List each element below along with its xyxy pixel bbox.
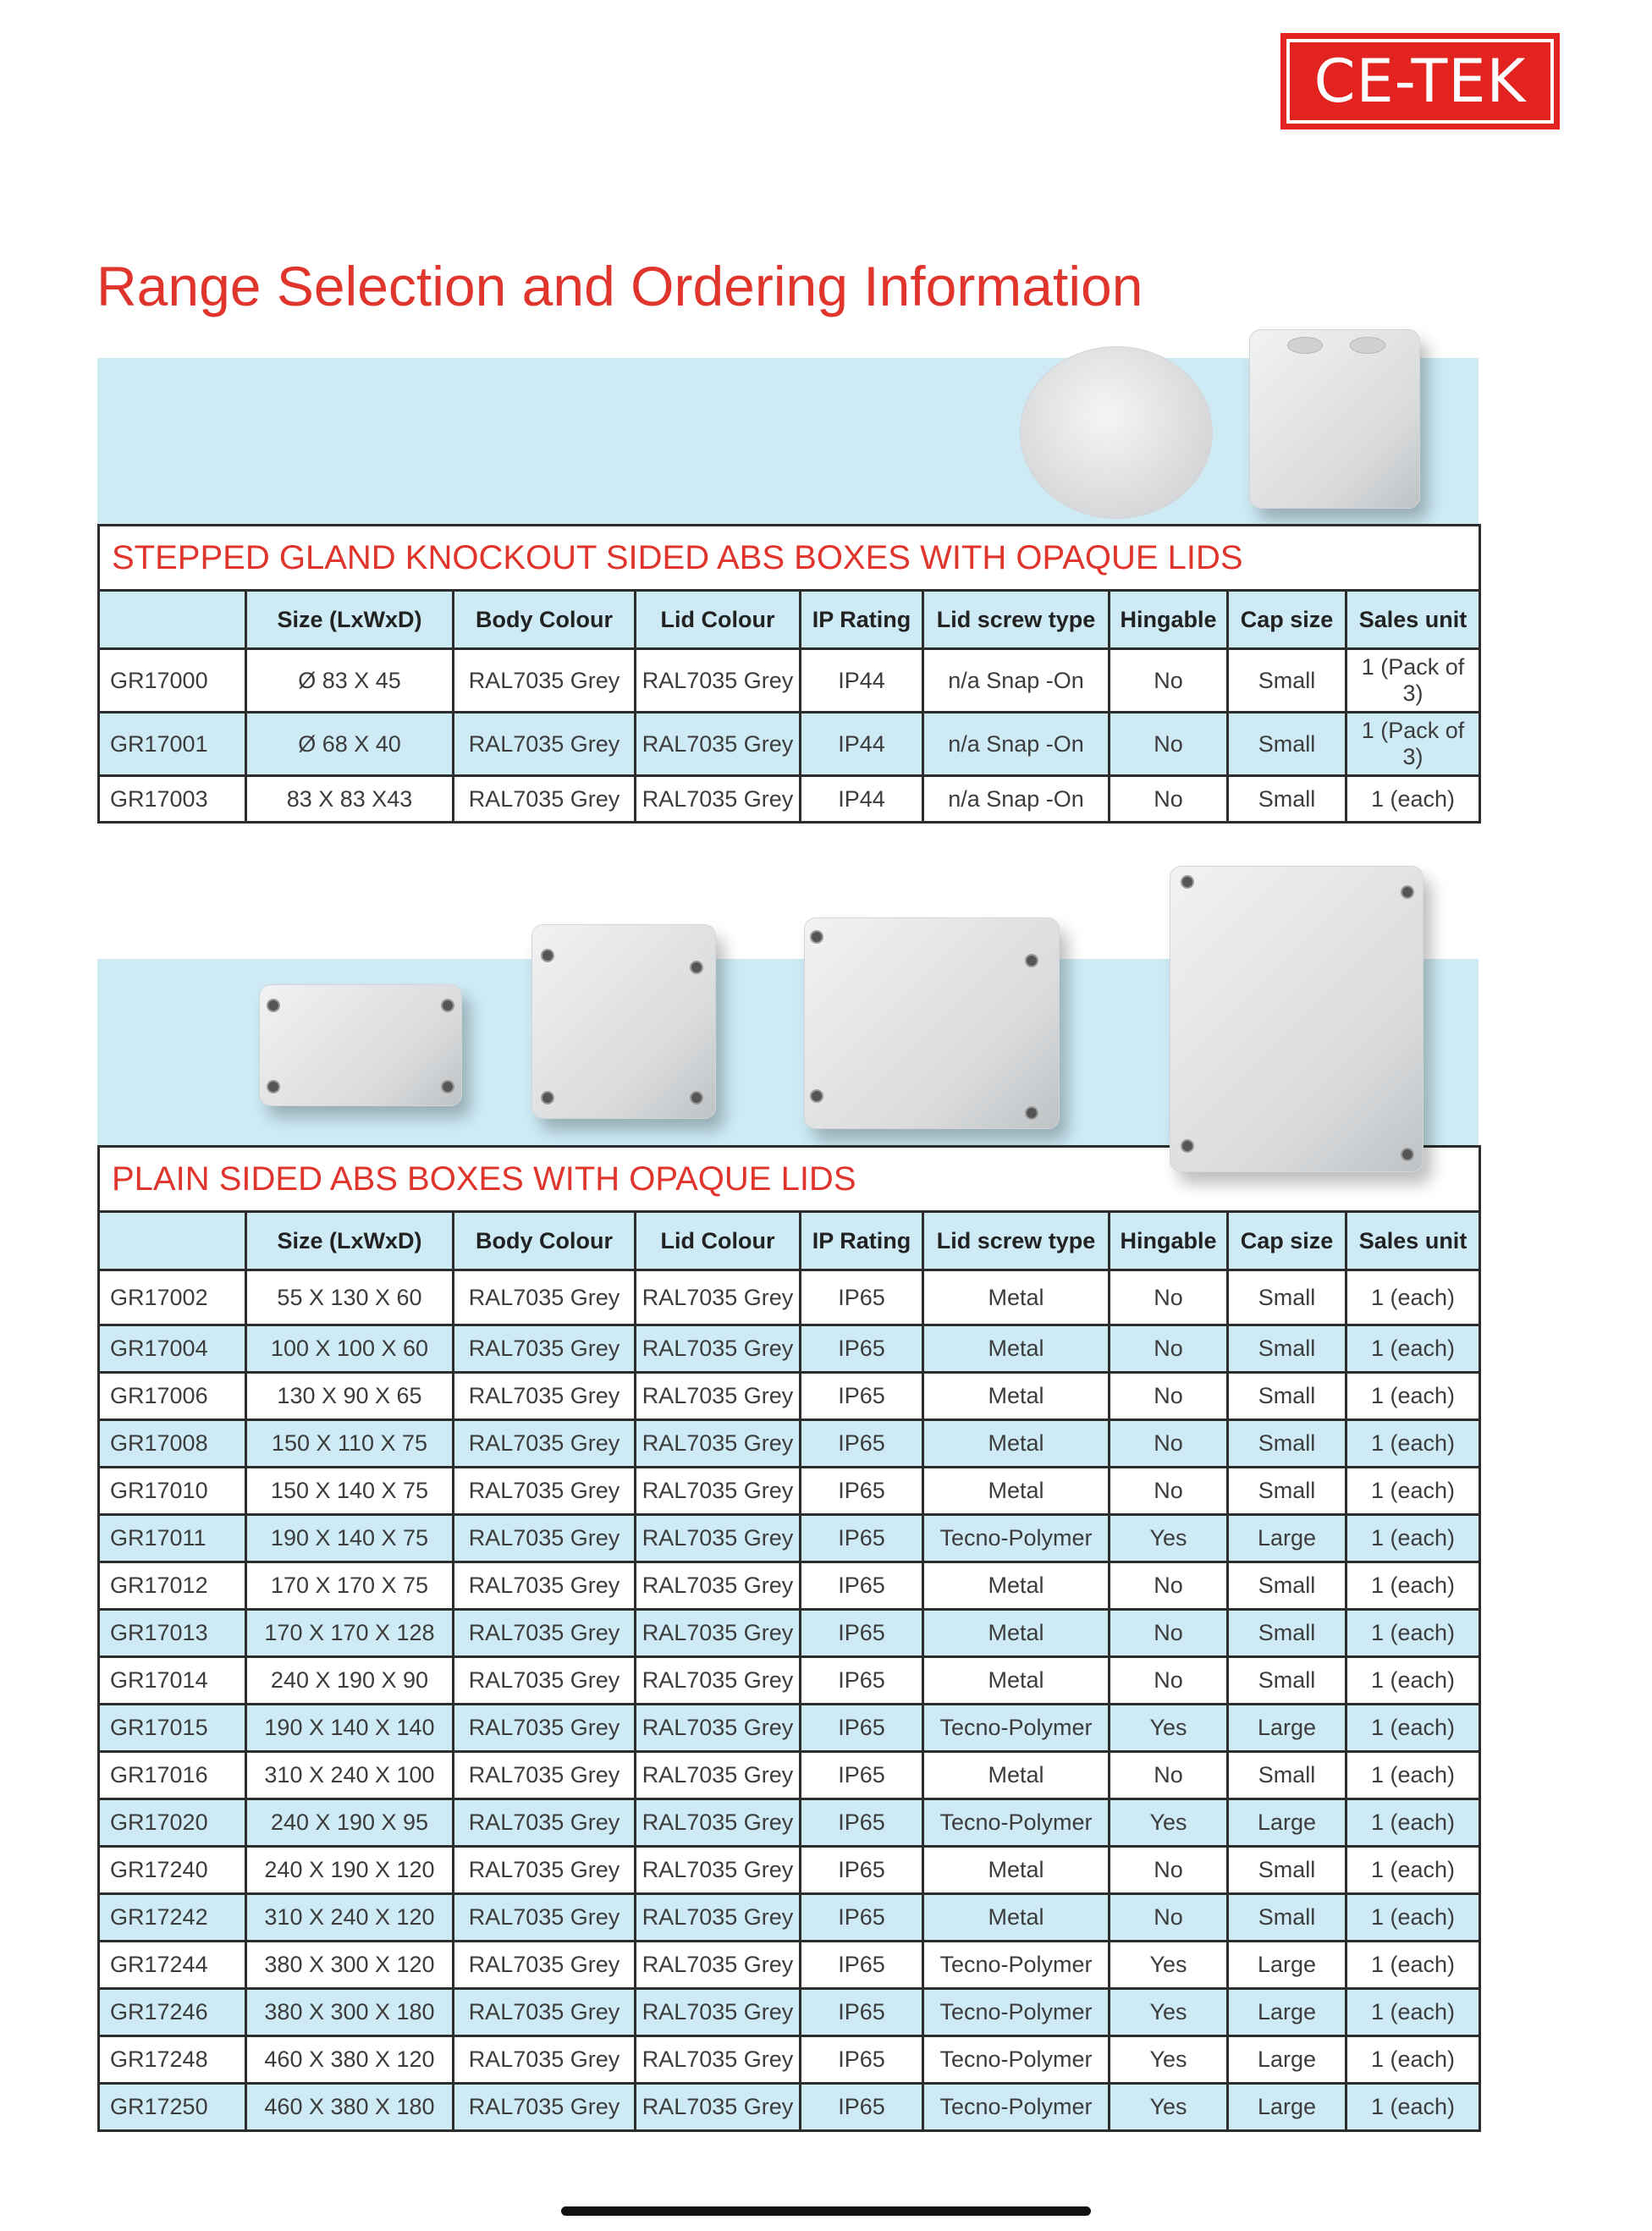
column-header: Size (LxWxD)	[246, 1212, 454, 1270]
table-header-row	[99, 1212, 1480, 1270]
ip-rating-cell: IP65	[801, 1847, 923, 1894]
large-box-photo	[804, 917, 1060, 1129]
product-code-cell: GR17244	[99, 1942, 246, 1989]
size-cell: 380 X 300 X 180	[246, 1989, 454, 2036]
table-row	[99, 1894, 1480, 1942]
lid-colour-cell: RAL7035 Grey	[636, 1705, 801, 1752]
small-rect-box-photo	[259, 984, 462, 1106]
lid-colour-cell: RAL7035 Grey	[636, 1270, 801, 1325]
table-row	[99, 1420, 1480, 1468]
lid-colour-cell: RAL7035 Grey	[636, 1942, 801, 1989]
cap-size-cell: Small	[1228, 776, 1346, 823]
lid-screw-type-cell: Metal	[923, 1894, 1110, 1942]
cap-size-cell: Small	[1228, 1752, 1346, 1799]
body-colour-cell: RAL7035 Grey	[454, 1942, 636, 1989]
lid-screw-type-cell: Metal	[923, 1847, 1110, 1894]
sales-unit-cell: 1 (each)	[1346, 1942, 1480, 1989]
sales-unit-cell: 1 (each)	[1346, 2036, 1480, 2084]
lid-colour-cell: RAL7035 Grey	[636, 1610, 801, 1657]
product-code-cell: GR17013	[99, 1610, 246, 1657]
product-code-cell: GR17248	[99, 2036, 246, 2084]
ip-rating-cell: IP65	[801, 1610, 923, 1657]
sales-unit-cell: 1 (each)	[1346, 1373, 1480, 1420]
lid-screw-type-cell: Metal	[923, 1562, 1110, 1610]
hingable-cell: No	[1110, 776, 1228, 823]
size-cell: 130 X 90 X 65	[246, 1373, 454, 1420]
body-colour-cell: RAL7035 Grey	[454, 1562, 636, 1610]
cap-size-cell: Small	[1228, 1420, 1346, 1468]
hingable-cell: No	[1110, 1657, 1228, 1705]
hingable-cell: No	[1110, 1468, 1228, 1515]
size-cell: 310 X 240 X 120	[246, 1894, 454, 1942]
column-header: IP Rating	[801, 591, 923, 649]
column-header: Hingable	[1110, 1212, 1228, 1270]
body-colour-cell: RAL7035 Grey	[454, 1325, 636, 1373]
product-code-cell: GR17014	[99, 1657, 246, 1705]
table-row	[99, 1705, 1480, 1752]
product-code-cell: GR17015	[99, 1705, 246, 1752]
hingable-cell: Yes	[1110, 2036, 1228, 2084]
hingable-cell: No	[1110, 1610, 1228, 1657]
cap-size-cell: Large	[1228, 1989, 1346, 2036]
product-code-cell: GR17002	[99, 1270, 246, 1325]
body-colour-cell: RAL7035 Grey	[454, 1705, 636, 1752]
lid-screw-type-cell: Tecno-Polymer	[923, 1989, 1110, 2036]
lid-colour-cell: RAL7035 Grey	[636, 776, 801, 823]
table-row	[99, 1799, 1480, 1847]
cap-size-cell: Small	[1228, 713, 1346, 776]
size-cell: 170 X 170 X 75	[246, 1562, 454, 1610]
cap-size-cell: Large	[1228, 1705, 1346, 1752]
page-title: Range Selection and Ordering Information	[96, 255, 1143, 317]
table-row	[99, 713, 1480, 776]
cap-size-cell: Small	[1228, 1270, 1346, 1325]
column-header: Lid screw type	[923, 591, 1110, 649]
lid-screw-type-cell: Tecno-Polymer	[923, 2084, 1110, 2131]
body-colour-cell: RAL7035 Grey	[454, 1468, 636, 1515]
plain-sided-table	[97, 1145, 1481, 2132]
size-cell: 310 X 240 X 100	[246, 1752, 454, 1799]
product-code-cell: GR17246	[99, 1989, 246, 2036]
lid-screw-type-cell: n/a Snap -On	[923, 649, 1110, 713]
hingable-cell: No	[1110, 1562, 1228, 1610]
hingable-cell: Yes	[1110, 1705, 1228, 1752]
table-row	[99, 1610, 1480, 1657]
body-colour-cell: RAL7035 Grey	[454, 713, 636, 776]
hingable-cell: No	[1110, 713, 1228, 776]
size-cell: 240 X 190 X 90	[246, 1657, 454, 1705]
table-row	[99, 2036, 1480, 2084]
size-cell: 240 X 190 X 95	[246, 1799, 454, 1847]
cap-size-cell: Large	[1228, 1942, 1346, 1989]
table-row	[99, 1562, 1480, 1610]
product-code-cell: GR17004	[99, 1325, 246, 1373]
table-row	[99, 1515, 1480, 1562]
cap-size-cell: Large	[1228, 2084, 1346, 2131]
ip-rating-cell: IP65	[801, 1270, 923, 1325]
lid-colour-cell: RAL7035 Grey	[636, 1894, 801, 1942]
hingable-cell: Yes	[1110, 1799, 1228, 1847]
ip-rating-cell: IP65	[801, 1420, 923, 1468]
column-header: Cap size	[1228, 1212, 1346, 1270]
column-header: Size (LxWxD)	[246, 591, 454, 649]
product-code-cell: GR17012	[99, 1562, 246, 1610]
ip-rating-cell: IP65	[801, 1752, 923, 1799]
brand-logo	[1280, 33, 1560, 129]
square-knockout-box-photo	[1249, 329, 1420, 509]
sales-unit-cell: 1 (each)	[1346, 1325, 1480, 1373]
hingable-cell: Yes	[1110, 1989, 1228, 2036]
product-code-cell: GR17250	[99, 2084, 246, 2131]
cap-size-cell: Small	[1228, 1847, 1346, 1894]
hingable-cell: No	[1110, 1270, 1228, 1325]
ip-rating-cell: IP65	[801, 1325, 923, 1373]
table-row	[99, 1373, 1480, 1420]
sales-unit-cell: 1 (each)	[1346, 1989, 1480, 2036]
size-cell: 100 X 100 X 60	[246, 1325, 454, 1373]
size-cell: 380 X 300 X 120	[246, 1942, 454, 1989]
product-code-cell: GR17003	[99, 776, 246, 823]
hingable-cell: Yes	[1110, 2084, 1228, 2131]
lid-screw-type-cell: Metal	[923, 1468, 1110, 1515]
body-colour-cell: RAL7035 Grey	[454, 1420, 636, 1468]
column-header: Sales unit	[1346, 1212, 1480, 1270]
product-code-cell: GR17020	[99, 1799, 246, 1847]
ip-rating-cell: IP65	[801, 1989, 923, 2036]
lid-screw-type-cell: Metal	[923, 1657, 1110, 1705]
table-row	[99, 1847, 1480, 1894]
table-row	[99, 1752, 1480, 1799]
lid-colour-cell: RAL7035 Grey	[636, 1562, 801, 1610]
body-colour-cell: RAL7035 Grey	[454, 1270, 636, 1325]
ip-rating-cell: IP65	[801, 1894, 923, 1942]
lid-colour-cell: RAL7035 Grey	[636, 1325, 801, 1373]
lid-colour-cell: RAL7035 Grey	[636, 1657, 801, 1705]
column-header: Lid Colour	[636, 591, 801, 649]
table-row	[99, 649, 1480, 713]
sales-unit-cell: 1 (each)	[1346, 1515, 1480, 1562]
sales-unit-cell: 1 (each)	[1346, 1468, 1480, 1515]
body-colour-cell: RAL7035 Grey	[454, 776, 636, 823]
brand-logo-text: CE-TEK	[1286, 39, 1554, 124]
hingable-cell: No	[1110, 649, 1228, 713]
lid-screw-type-cell: Tecno-Polymer	[923, 1942, 1110, 1989]
sales-unit-cell: 1 (each)	[1346, 1562, 1480, 1610]
cap-size-cell: Small	[1228, 1325, 1346, 1373]
size-cell: 150 X 140 X 75	[246, 1468, 454, 1515]
body-colour-cell: RAL7035 Grey	[454, 1894, 636, 1942]
medium-box-photo	[531, 924, 716, 1119]
ip-rating-cell: IP65	[801, 1705, 923, 1752]
lid-screw-type-cell: Metal	[923, 1752, 1110, 1799]
lid-colour-cell: RAL7035 Grey	[636, 1468, 801, 1515]
table-row	[99, 1942, 1480, 1989]
lid-screw-type-cell: Metal	[923, 1610, 1110, 1657]
table-row	[99, 776, 1480, 823]
product-code-cell: GR17016	[99, 1752, 246, 1799]
table2-title: PLAIN SIDED ABS BOXES WITH OPAQUE LIDS	[99, 1147, 1480, 1212]
cap-size-cell: Large	[1228, 1515, 1346, 1562]
column-header: Lid screw type	[923, 1212, 1110, 1270]
size-cell: 83 X 83 X43	[246, 776, 454, 823]
product-code-cell: GR17001	[99, 713, 246, 776]
lid-colour-cell: RAL7035 Grey	[636, 1847, 801, 1894]
table-row	[99, 1989, 1480, 2036]
hingable-cell: No	[1110, 1894, 1228, 1942]
column-header	[99, 1212, 246, 1270]
lid-colour-cell: RAL7035 Grey	[636, 649, 801, 713]
hingable-cell: No	[1110, 1847, 1228, 1894]
hingable-cell: No	[1110, 1325, 1228, 1373]
cap-size-cell: Small	[1228, 1373, 1346, 1420]
column-header: Body Colour	[454, 1212, 636, 1270]
ip-rating-cell: IP65	[801, 1799, 923, 1847]
size-cell: 150 X 110 X 75	[246, 1420, 454, 1468]
lid-colour-cell: RAL7035 Grey	[636, 1752, 801, 1799]
size-cell: Ø 83 X 45	[246, 649, 454, 713]
column-header: Body Colour	[454, 591, 636, 649]
sales-unit-cell: 1 (each)	[1346, 1847, 1480, 1894]
lid-screw-type-cell: Metal	[923, 1270, 1110, 1325]
lid-screw-type-cell: Metal	[923, 1325, 1110, 1373]
cap-size-cell: Small	[1228, 1610, 1346, 1657]
size-cell: 190 X 140 X 140	[246, 1705, 454, 1752]
sales-unit-cell: 1 (each)	[1346, 1894, 1480, 1942]
size-cell: 55 X 130 X 60	[246, 1270, 454, 1325]
hingable-cell: No	[1110, 1420, 1228, 1468]
column-header: IP Rating	[801, 1212, 923, 1270]
lid-screw-type-cell: Tecno-Polymer	[923, 2036, 1110, 2084]
product-code-cell: GR17240	[99, 1847, 246, 1894]
sales-unit-cell: 1 (each)	[1346, 1270, 1480, 1325]
cap-size-cell: Large	[1228, 2036, 1346, 2084]
sales-unit-cell: 1 (each)	[1346, 1705, 1480, 1752]
table-row	[99, 2084, 1480, 2131]
ip-rating-cell: IP65	[801, 1515, 923, 1562]
body-colour-cell: RAL7035 Grey	[454, 1657, 636, 1705]
column-header: Cap size	[1228, 591, 1346, 649]
ip-rating-cell: IP65	[801, 1373, 923, 1420]
lid-colour-cell: RAL7035 Grey	[636, 2036, 801, 2084]
sales-unit-cell: 1 (each)	[1346, 1420, 1480, 1468]
product-code-cell: GR17242	[99, 1894, 246, 1942]
sales-unit-cell: 1 (each)	[1346, 1752, 1480, 1799]
body-colour-cell: RAL7035 Grey	[454, 1989, 636, 2036]
ip-rating-cell: IP65	[801, 2036, 923, 2084]
sales-unit-cell: 1 (Pack of 3)	[1346, 649, 1480, 713]
table-row	[99, 1657, 1480, 1705]
lid-colour-cell: RAL7035 Grey	[636, 1989, 801, 2036]
column-header: Lid Colour	[636, 1212, 801, 1270]
cap-size-cell: Small	[1228, 1468, 1346, 1515]
ip-rating-cell: IP44	[801, 649, 923, 713]
column-header: Sales unit	[1346, 591, 1480, 649]
lid-colour-cell: RAL7035 Grey	[636, 1515, 801, 1562]
table-row	[99, 1468, 1480, 1515]
ip-rating-cell: IP44	[801, 776, 923, 823]
lid-screw-type-cell: n/a Snap -On	[923, 776, 1110, 823]
lid-colour-cell: RAL7035 Grey	[636, 1420, 801, 1468]
product-code-cell: GR17008	[99, 1420, 246, 1468]
ip-rating-cell: IP65	[801, 1657, 923, 1705]
cap-size-cell: Small	[1228, 649, 1346, 713]
sales-unit-cell: 1 (each)	[1346, 2084, 1480, 2131]
body-colour-cell: RAL7035 Grey	[454, 1799, 636, 1847]
sales-unit-cell: 1 (each)	[1346, 1799, 1480, 1847]
lid-colour-cell: RAL7035 Grey	[636, 713, 801, 776]
size-cell: 170 X 170 X 128	[246, 1610, 454, 1657]
lid-screw-type-cell: Metal	[923, 1373, 1110, 1420]
body-colour-cell: RAL7035 Grey	[454, 1610, 636, 1657]
cap-size-cell: Small	[1228, 1894, 1346, 1942]
lid-screw-type-cell: Tecno-Polymer	[923, 1705, 1110, 1752]
column-header: Hingable	[1110, 591, 1228, 649]
size-cell: 190 X 140 X 75	[246, 1515, 454, 1562]
hingable-cell: Yes	[1110, 1515, 1228, 1562]
lid-screw-type-cell: Tecno-Polymer	[923, 1799, 1110, 1847]
product-code-cell: GR17011	[99, 1515, 246, 1562]
body-colour-cell: RAL7035 Grey	[454, 1752, 636, 1799]
hingable-cell: Yes	[1110, 1942, 1228, 1989]
lid-screw-type-cell: n/a Snap -On	[923, 713, 1110, 776]
home-indicator[interactable]	[561, 2206, 1091, 2216]
product-code-cell: GR17010	[99, 1468, 246, 1515]
table-row	[99, 1270, 1480, 1325]
lid-colour-cell: RAL7035 Grey	[636, 1799, 801, 1847]
hingable-cell: No	[1110, 1752, 1228, 1799]
body-colour-cell: RAL7035 Grey	[454, 2084, 636, 2131]
lid-screw-type-cell: Tecno-Polymer	[923, 1515, 1110, 1562]
size-cell: 240 X 190 X 120	[246, 1847, 454, 1894]
body-colour-cell: RAL7035 Grey	[454, 1373, 636, 1420]
body-colour-cell: RAL7035 Grey	[454, 1847, 636, 1894]
cap-size-cell: Small	[1228, 1657, 1346, 1705]
ip-rating-cell: IP44	[801, 713, 923, 776]
ip-rating-cell: IP65	[801, 1468, 923, 1515]
size-cell: 460 X 380 X 180	[246, 2084, 454, 2131]
cap-size-cell: Large	[1228, 1799, 1346, 1847]
sales-unit-cell: 1 (each)	[1346, 776, 1480, 823]
sales-unit-cell: 1 (each)	[1346, 1610, 1480, 1657]
size-cell: 460 X 380 X 120	[246, 2036, 454, 2084]
ip-rating-cell: IP65	[801, 1562, 923, 1610]
table1-title: STEPPED GLAND KNOCKOUT SIDED ABS BOXES WITH OPAQUE LIDS	[99, 526, 1480, 591]
ip-rating-cell: IP65	[801, 1942, 923, 1989]
body-colour-cell: RAL7035 Grey	[454, 1515, 636, 1562]
extra-large-box-photo	[1170, 866, 1423, 1172]
stepped-gland-table	[97, 524, 1481, 824]
product-code-cell: GR17006	[99, 1373, 246, 1420]
body-colour-cell: RAL7035 Grey	[454, 2036, 636, 2084]
column-header	[99, 591, 246, 649]
product-code-cell: GR17000	[99, 649, 246, 713]
lid-colour-cell: RAL7035 Grey	[636, 1373, 801, 1420]
hingable-cell: No	[1110, 1373, 1228, 1420]
table-row	[99, 1325, 1480, 1373]
cap-size-cell: Small	[1228, 1562, 1346, 1610]
ip-rating-cell: IP65	[801, 2084, 923, 2131]
size-cell: Ø 68 X 40	[246, 713, 454, 776]
sales-unit-cell: 1 (Pack of 3)	[1346, 713, 1480, 776]
round-box-photo	[1020, 346, 1213, 519]
body-colour-cell: RAL7035 Grey	[454, 649, 636, 713]
lid-screw-type-cell: Metal	[923, 1420, 1110, 1468]
lid-colour-cell: RAL7035 Grey	[636, 2084, 801, 2131]
sales-unit-cell: 1 (each)	[1346, 1657, 1480, 1705]
table-header-row	[99, 591, 1480, 649]
